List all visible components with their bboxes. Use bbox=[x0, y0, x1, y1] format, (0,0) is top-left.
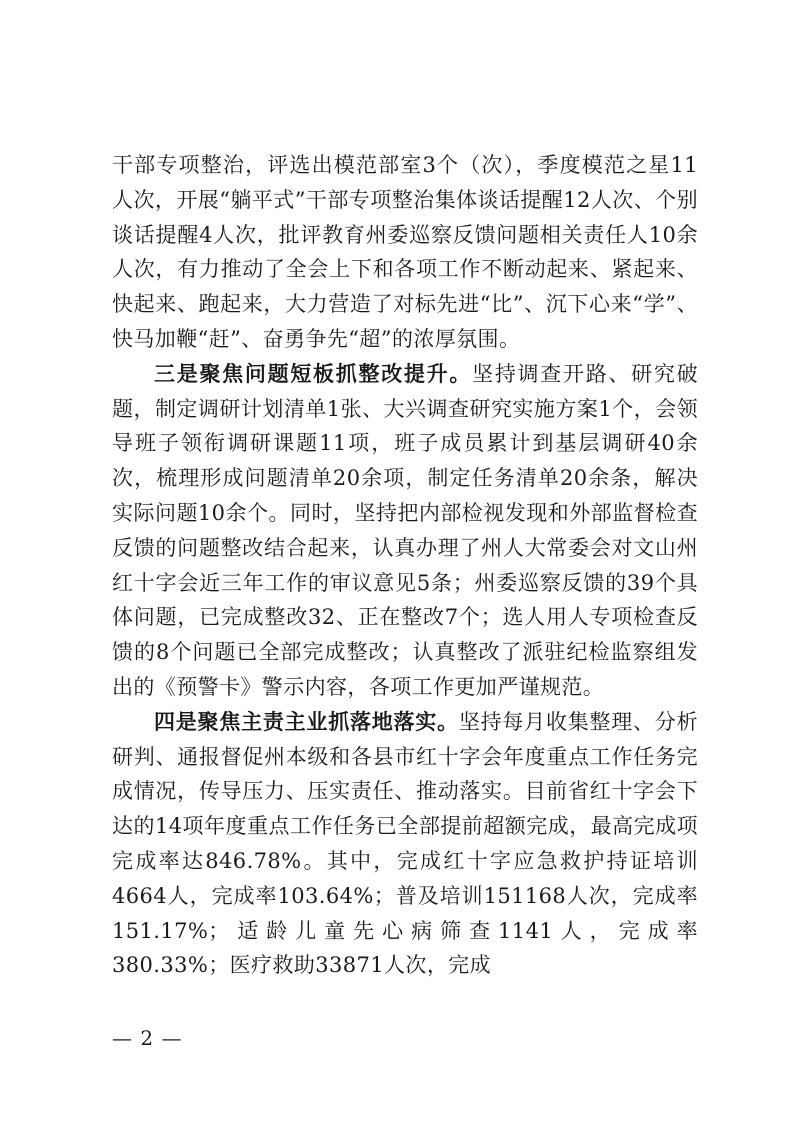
paragraph-lead: 三是聚焦问题短板抓整改提升。 bbox=[154, 360, 473, 386]
paragraph-text: 干部专项整治，评选出模范部室3个（次），季度模范之星11人次，开展“躺平式”干部专项整治集体谈话提醒12人次、个别谈话提醒4人次，批评教育州委巡察反馈问题相关责任人10余人次，有力推动了全会上下和各项工作不断动起来、紧起来、快起来、跑起来，大力营造了对标先进“比”、沉下心来“学”、快马加鞭“赶”、奋勇争先“超”的浓厚氛围。 bbox=[112, 153, 698, 351]
paragraph-lead: 四是聚焦主责主业抓落地落实。 bbox=[154, 708, 459, 734]
paragraph-text: 坚持调查开路、研究破题，制定调研计划清单1张、大兴调查研究实施方案1个，会领导班子领衔调研课题11项，班子成员累计到基层调研40余次，梳理形成问题清单20余项，制定任务清单20余条，解决实际问题10余个。同时，坚持把内部检视发现和外部监督检查反馈的问题整改结合起来，认真办理了州人大常委会对文山州红十字会近三年工作的审议意见5条；州委巡察反馈的39个具体问题，已完成整改32、正在整改7个；选人用人专项检查反馈的8个问题已全部完成整改；认真整改了派驻纪检监察组发出的《预警卡》警示内容，各项工作更加严谨规范。 bbox=[112, 361, 699, 699]
paragraph-continuation bbox=[112, 148, 698, 357]
paragraph-main-duties bbox=[112, 705, 698, 983]
body-text bbox=[112, 148, 698, 983]
paragraph-text: 坚持每月收集整理、分析研判、通报督促州本级和各县市红十字会年度重点工作任务完成情况，传导压力、压实责任、推动落实。目前省红十字会下达的14项年度重点工作任务已全部提前超额完成，最高完成项完成率达846.78%。其中，完成红十字应急救护持证培训4664人，完成率103.64%；普及培训151168人次，完成率151.17%；适龄儿童先心病筛查1141人，完成率380.33%；医疗救助33871人次，完成 bbox=[112, 709, 698, 978]
paragraph-problem-rectification bbox=[112, 357, 698, 705]
page-number: — 2 — bbox=[112, 1026, 183, 1050]
